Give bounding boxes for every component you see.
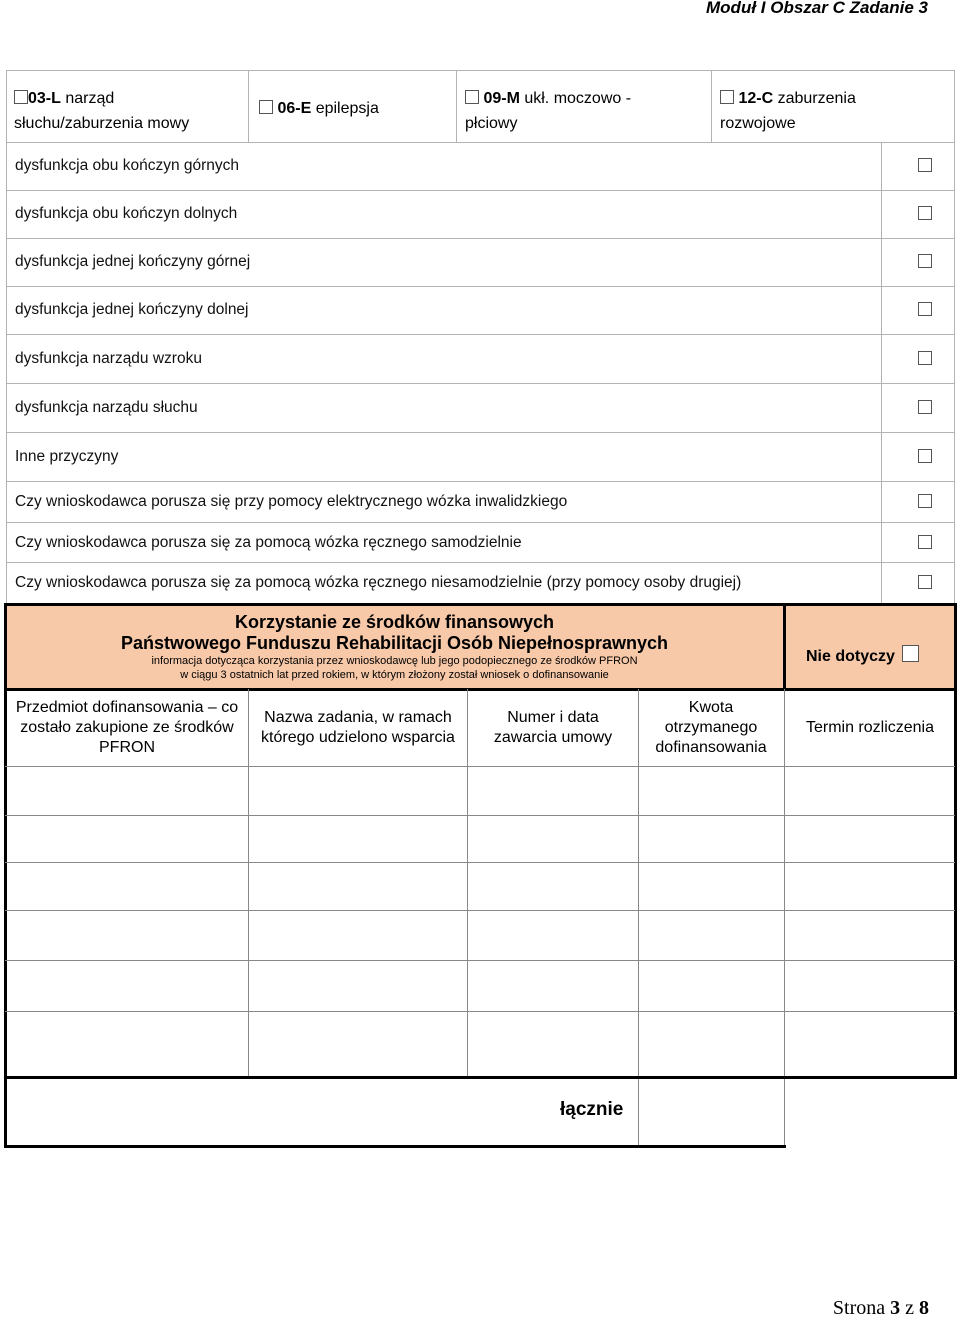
checkbox-06-e[interactable] — [259, 100, 273, 114]
total-amount-cell[interactable] — [641, 1079, 783, 1145]
column-header-settlement-date: Termin rozliczenia — [805, 719, 935, 736]
dysfunction-label: Inne przyczyny — [15, 448, 119, 465]
category-12-c[interactable]: 12-C zaburzenia rozwojowe — [720, 90, 856, 132]
wheelchair-question-label: Czy wnioskodawca porusza się za pomocą wózka ręcznego samodzielnie — [15, 534, 522, 551]
dysfunction-label: dysfunkcja obu kończyn górnych — [15, 157, 240, 174]
checkbox-manual-wheelchair-assisted[interactable] — [918, 575, 932, 589]
wheelchair-question-label: Czy wnioskodawca porusza się przy pomocy elektrycznego wózka inwalidzkiego — [15, 493, 568, 510]
column-header-amount: Kwota otrzymanego dofinansowania — [655, 699, 767, 756]
checkbox-other-reasons[interactable] — [918, 449, 932, 463]
table-cell[interactable] — [251, 768, 465, 814]
pfron-title-block: Korzystanie ze środków finansowych Państwowego Funduszu Rehabilitacji Osób Niepełnosprawnych informacja dotycząca korzystania przez wnioskodawcę lub jego podopiecznego ze środków PFRON w ciągu 3 ostatnich lat przed rokiem, w którym złożony został wniosek o dofinansowanie — [120, 612, 669, 681]
page-number: Strona 3 z 8 — [832, 1297, 929, 1319]
checkbox-dysfunction[interactable] — [918, 351, 932, 365]
category-03-l[interactable]: 03-L narząd słuchu/zaburzenia mowy — [14, 90, 190, 132]
checkbox-09-m[interactable] — [465, 90, 479, 104]
table-cell[interactable] — [8, 768, 246, 814]
column-header-contract: Numer i data zawarcia umowy — [493, 709, 613, 746]
wheelchair-question-label: Czy wnioskodawca porusza się za pomocą wózka ręcznego niesamodzielnie (przy pomocy osoby drugiej) — [15, 574, 742, 591]
checkbox-dysfunction[interactable] — [918, 254, 932, 268]
column-header-task-name: Nazwa zadania, w ramach którego udzielono wsparcia — [261, 709, 455, 746]
table-cell[interactable] — [641, 768, 782, 814]
dysfunction-label: dysfunkcja jednej kończyny górnej — [15, 253, 251, 270]
page-header-title: Moduł I Obszar C Zadanie 3 — [706, 0, 928, 17]
checkbox-12-c[interactable] — [720, 90, 734, 104]
table-cell[interactable] — [470, 768, 636, 814]
checkbox-dysfunction[interactable] — [918, 400, 932, 414]
not-applicable-option[interactable]: Nie dotyczy — [806, 645, 919, 666]
checkbox-dysfunction[interactable] — [918, 302, 932, 316]
checkbox-dysfunction[interactable] — [918, 158, 932, 172]
checkbox-03-l[interactable] — [14, 90, 28, 104]
column-header-subject: Przedmiot dofinansowania – co zostało zakupione ze środków PFRON — [15, 699, 239, 756]
checkbox-dysfunction[interactable] — [918, 206, 932, 220]
total-label: łącznie — [560, 1099, 624, 1120]
checkbox-manual-wheelchair-self[interactable] — [918, 535, 932, 549]
category-09-m[interactable]: 09-M ukł. moczowo - płciowy — [465, 90, 632, 132]
table-cell[interactable] — [787, 768, 953, 814]
category-06-e[interactable]: 06-E epilepsja — [259, 96, 455, 121]
dysfunction-label: dysfunkcja jednej kończyny dolnej — [15, 301, 249, 318]
checkbox-not-applicable[interactable] — [902, 645, 919, 662]
dysfunction-label: dysfunkcja narządu słuchu — [15, 399, 198, 416]
dysfunction-label: dysfunkcja obu kończyn dolnych — [15, 205, 238, 222]
dysfunction-label: dysfunkcja narządu wzroku — [15, 350, 202, 367]
checkbox-electric-wheelchair[interactable] — [918, 494, 932, 508]
